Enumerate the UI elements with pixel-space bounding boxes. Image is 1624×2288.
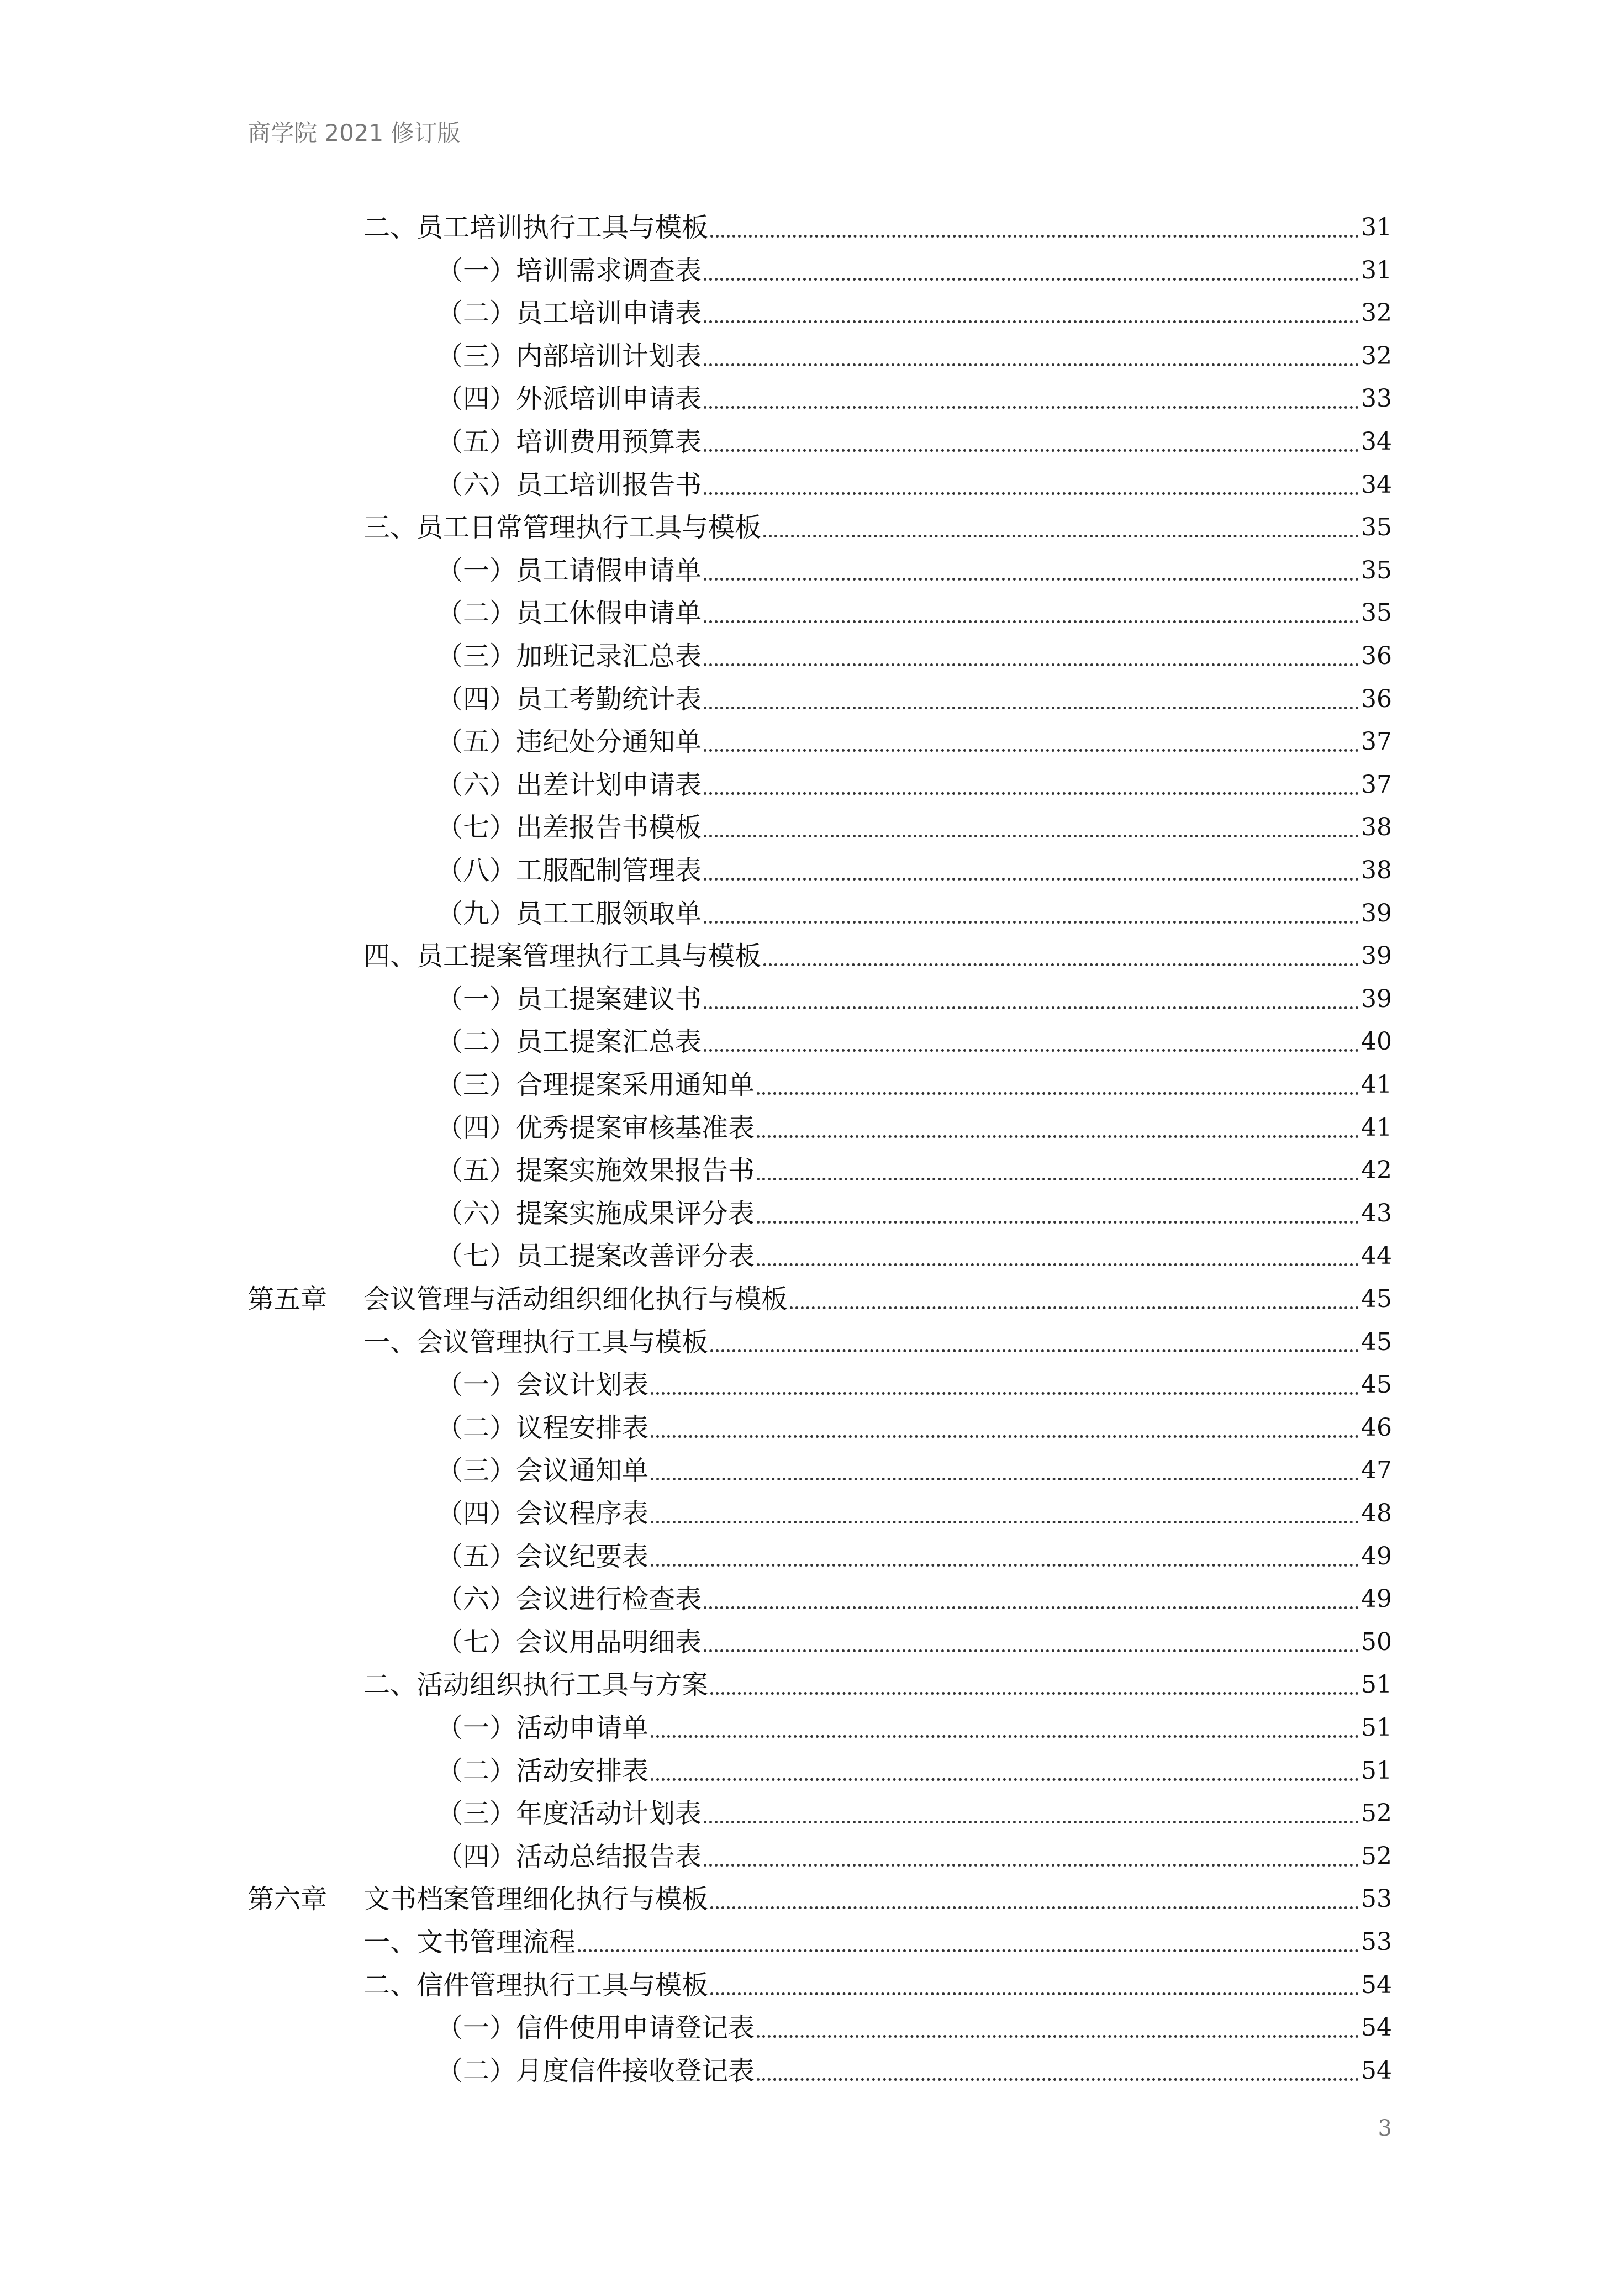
toc-entry[interactable] [436, 2001, 1392, 2044]
toc-entry-page: 32 [1361, 299, 1392, 328]
toc-entry-page: 48 [1361, 1499, 1392, 1527]
toc-entry[interactable] [436, 1058, 1392, 1101]
toc-entry-title: （四）活动总结报告表 [436, 1841, 702, 1872]
dot-leader [704, 320, 1359, 323]
toc-entry[interactable] [436, 1015, 1392, 1058]
toc-entry[interactable] [436, 630, 1392, 673]
toc-entry[interactable] [436, 1101, 1392, 1145]
toc-entry-page: 51 [1361, 1670, 1392, 1699]
toc-entry-page: 53 [1361, 1928, 1392, 1956]
toc-entry-title: （一）员工请假申请单 [436, 555, 702, 586]
toc-entry[interactable] [436, 844, 1392, 887]
toc-entry-page: 39 [1361, 899, 1392, 927]
toc-entry-page: 52 [1361, 1842, 1392, 1870]
toc-entry-page: 39 [1361, 942, 1392, 971]
dot-leader [704, 277, 1359, 281]
toc-entry-title: （七）出差报告书模板 [436, 812, 702, 843]
toc-entry-page: 35 [1361, 513, 1392, 542]
toc-entry-title: （一）信件使用申请登记表 [436, 2012, 755, 2044]
toc-entry-title: （八）工服配制管理表 [436, 855, 702, 886]
dot-leader [651, 1520, 1359, 1523]
toc-entry-page: 34 [1361, 428, 1392, 456]
toc-entry-page: 54 [1361, 1970, 1392, 1999]
toc-entry-title: （二）月度信件接收登记表 [436, 2055, 755, 2086]
dot-leader [651, 1391, 1359, 1395]
toc-entry[interactable] [436, 1530, 1392, 1573]
toc-entry[interactable] [436, 715, 1392, 758]
toc-entry-title: （三）会议通知单 [436, 1455, 649, 1486]
toc-entry-page: 53 [1361, 1885, 1392, 1913]
toc-entry[interactable] [363, 1959, 1392, 2002]
dot-leader [704, 1820, 1359, 1823]
toc-entry-title: （三）内部培训计划表 [436, 340, 702, 372]
page-header: 商学院 2021 修订版 [247, 119, 461, 146]
toc-entry[interactable] [436, 244, 1392, 287]
dot-leader [704, 748, 1359, 752]
toc-entry[interactable] [436, 458, 1392, 502]
toc-entry-title: （六）会议进行检查表 [436, 1584, 702, 1615]
toc-entry-title: （二）员工休假申请单 [436, 598, 702, 629]
toc-entry[interactable] [436, 758, 1392, 802]
toc-entry-title: 四、员工提案管理执行工具与模板 [363, 941, 762, 972]
toc-entry-title: （三）合理提案采用通知单 [436, 1069, 755, 1100]
dot-leader [704, 363, 1359, 366]
toc-entry-page: 35 [1361, 599, 1392, 628]
toc-entry-title: （五）违纪处分通知单 [436, 726, 702, 758]
dot-leader [704, 1649, 1359, 1652]
toc-entry-title: （四）员工考勤统计表 [436, 683, 702, 715]
toc-entry-title: （六）提案实施成果评分表 [436, 1198, 755, 1229]
toc-chapter-number: 第五章 [247, 1284, 328, 1315]
toc-entry-title: （五）提案实施效果报告书 [436, 1155, 755, 1187]
toc-entry[interactable] [436, 887, 1392, 930]
dot-leader [757, 1135, 1359, 1138]
toc-entry-page: 54 [1361, 2013, 1392, 2042]
toc-entry[interactable] [436, 1701, 1392, 1744]
toc-entry-title: 二、信件管理执行工具与模板 [363, 1969, 709, 2001]
dot-leader [763, 963, 1359, 966]
toc-entry-page: 42 [1361, 1156, 1392, 1185]
toc-entry[interactable] [436, 1401, 1392, 1445]
toc-entry-page: 35 [1361, 556, 1392, 584]
dot-leader [757, 2034, 1359, 2038]
dot-leader [704, 834, 1359, 837]
toc-entry-page: 50 [1361, 1627, 1392, 1656]
dot-leader [704, 1606, 1359, 1609]
toc-entry-page: 40 [1361, 1027, 1392, 1056]
toc-entry[interactable] [436, 1830, 1392, 1873]
toc-entry-title: 二、员工培训执行工具与模板 [363, 212, 709, 243]
dot-leader [757, 1263, 1359, 1266]
toc-entry-title: 三、员工日常管理执行工具与模板 [363, 512, 762, 544]
toc-entry-page: 46 [1361, 1413, 1392, 1442]
toc-entry[interactable] [436, 1144, 1392, 1187]
dot-leader [704, 620, 1359, 623]
toc-chapter-entry[interactable] [247, 1273, 1392, 1316]
toc-entry-page: 43 [1361, 1199, 1392, 1227]
toc-entry-page: 38 [1361, 813, 1392, 842]
toc-chapter-number: 第六章 [247, 1884, 328, 1915]
toc-entry-page: 38 [1361, 856, 1392, 884]
toc-entry-title: （七）员工提案改善评分表 [436, 1241, 755, 1272]
toc-entry[interactable] [363, 1916, 1392, 1959]
toc-entry[interactable] [436, 372, 1392, 415]
toc-entry-page: 49 [1361, 1585, 1392, 1614]
dot-leader [578, 1949, 1359, 1952]
toc-entry-title: （四）优秀提案审核基准表 [436, 1112, 755, 1143]
dot-leader [704, 492, 1359, 495]
toc-entry[interactable] [436, 1787, 1392, 1830]
toc-entry-title: （四）会议程序表 [436, 1498, 649, 1529]
toc-entry[interactable] [436, 330, 1392, 373]
toc-entry[interactable] [363, 930, 1392, 973]
toc-entry-title: 会议管理与活动组织细化执行与模板 [363, 1284, 788, 1315]
toc-entry-page: 45 [1361, 1327, 1392, 1356]
dot-leader [710, 1349, 1359, 1352]
dot-leader [757, 1177, 1359, 1180]
toc-entry-title: 文书档案管理细化执行与模板 [363, 1884, 709, 1915]
dot-leader [704, 663, 1359, 666]
toc-entry-page: 47 [1361, 1456, 1392, 1485]
toc-entry-title: （二）员工提案汇总表 [436, 1026, 702, 1058]
toc-entry-page: 41 [1361, 1113, 1392, 1142]
dot-leader [704, 1863, 1359, 1867]
toc-entry-title: 二、活动组织执行工具与方案 [363, 1669, 709, 1701]
toc-entry-page: 34 [1361, 470, 1392, 499]
dot-leader [651, 1778, 1359, 1781]
dot-leader [763, 534, 1359, 537]
dot-leader [704, 920, 1359, 924]
toc-entry[interactable] [436, 287, 1392, 330]
toc-entry[interactable] [436, 1187, 1392, 1230]
toc-entry-page: 49 [1361, 1542, 1392, 1570]
dot-leader [710, 1906, 1359, 1909]
toc-entry-title: （七）会议用品明细表 [436, 1626, 702, 1658]
toc-entry[interactable] [436, 544, 1392, 587]
toc-entry[interactable] [363, 201, 1392, 244]
toc-entry[interactable] [436, 1573, 1392, 1616]
toc-entry-page: 51 [1361, 1756, 1392, 1785]
dot-leader [651, 1563, 1359, 1567]
toc-entry-title: （一）培训需求调查表 [436, 255, 702, 286]
toc-entry[interactable] [436, 415, 1392, 458]
dot-leader [710, 1691, 1359, 1695]
toc-entry-title: （一）活动申请单 [436, 1712, 649, 1743]
toc-entry-title: （三）加班记录汇总表 [436, 641, 702, 672]
toc-chapter-entry[interactable] [247, 1873, 1392, 1916]
toc-entry-title: （二）员工培训申请表 [436, 298, 702, 329]
toc-entry-title: （二）议程安排表 [436, 1412, 649, 1443]
dot-leader [704, 405, 1359, 409]
toc-entry-title: 一、会议管理执行工具与模板 [363, 1326, 709, 1358]
page-number: 3 [1378, 2116, 1392, 2141]
toc-entry[interactable] [436, 1230, 1392, 1273]
toc-entry-page: 41 [1361, 1071, 1392, 1099]
toc-entry[interactable] [436, 1616, 1392, 1659]
dot-leader [757, 1220, 1359, 1224]
toc-entry[interactable] [436, 673, 1392, 716]
dot-leader [704, 1048, 1359, 1052]
dot-leader [704, 706, 1359, 709]
dot-leader [710, 1992, 1359, 1995]
toc-entry-page: 31 [1361, 213, 1392, 241]
dot-leader [651, 1435, 1359, 1438]
toc-entry-page: 32 [1361, 341, 1392, 370]
dot-leader [651, 1477, 1359, 1480]
toc-entry-page: 37 [1361, 727, 1392, 756]
toc-entry-page: 36 [1361, 642, 1392, 670]
toc-entry-title: （三）年度活动计划表 [436, 1798, 702, 1830]
toc-entry-page: 31 [1361, 256, 1392, 284]
toc-entry[interactable] [436, 1487, 1392, 1530]
toc-entry-page: 52 [1361, 1799, 1392, 1828]
toc-entry[interactable] [363, 1316, 1392, 1359]
toc-entry[interactable] [436, 801, 1392, 844]
dot-leader [757, 2078, 1359, 2081]
toc-entry-page: 51 [1361, 1714, 1392, 1742]
dot-leader [790, 1306, 1359, 1309]
dot-leader [704, 877, 1359, 881]
toc-entry-title: （六）出差计划申请表 [436, 769, 702, 800]
toc-entry-page: 39 [1361, 984, 1392, 1013]
toc-entry-page: 37 [1361, 770, 1392, 799]
toc-entry-title: （二）活动安排表 [436, 1755, 649, 1786]
toc-entry-page: 45 [1361, 1370, 1392, 1399]
toc-entry[interactable] [363, 501, 1392, 544]
dot-leader [757, 1092, 1359, 1095]
toc-entry-title: （六）员工培训报告书 [436, 469, 702, 500]
dot-leader [704, 449, 1359, 452]
toc-entry-title: （一）会议计划表 [436, 1369, 649, 1401]
toc-entry[interactable] [436, 1358, 1392, 1401]
toc-entry-page: 36 [1361, 684, 1392, 713]
toc-entry[interactable] [436, 1444, 1392, 1487]
dot-leader [704, 792, 1359, 795]
toc-entry-page: 54 [1361, 2056, 1392, 2085]
toc-entry-title: 一、文书管理流程 [363, 1927, 576, 1958]
toc-entry-title: （四）外派培训申请表 [436, 383, 702, 415]
toc-entry[interactable] [436, 1744, 1392, 1788]
toc-entry-page: 33 [1361, 384, 1392, 413]
toc-entry[interactable] [436, 973, 1392, 1016]
toc-entry[interactable] [436, 2044, 1392, 2087]
toc-entry-title: （五）会议纪要表 [436, 1541, 649, 1572]
dot-leader [704, 577, 1359, 581]
dot-leader [651, 1735, 1359, 1738]
toc-entry-page: 44 [1361, 1242, 1392, 1270]
toc-entry[interactable] [436, 587, 1392, 630]
toc-entry-page: 45 [1361, 1285, 1392, 1313]
dot-leader [710, 234, 1359, 238]
toc-entry-title: （九）员工工服领取单 [436, 898, 702, 929]
toc-entry-title: （五）培训费用预算表 [436, 426, 702, 457]
dot-leader [704, 1006, 1359, 1009]
toc-entry[interactable] [363, 1658, 1392, 1701]
toc-entry-title: （一）员工提案建议书 [436, 983, 702, 1015]
